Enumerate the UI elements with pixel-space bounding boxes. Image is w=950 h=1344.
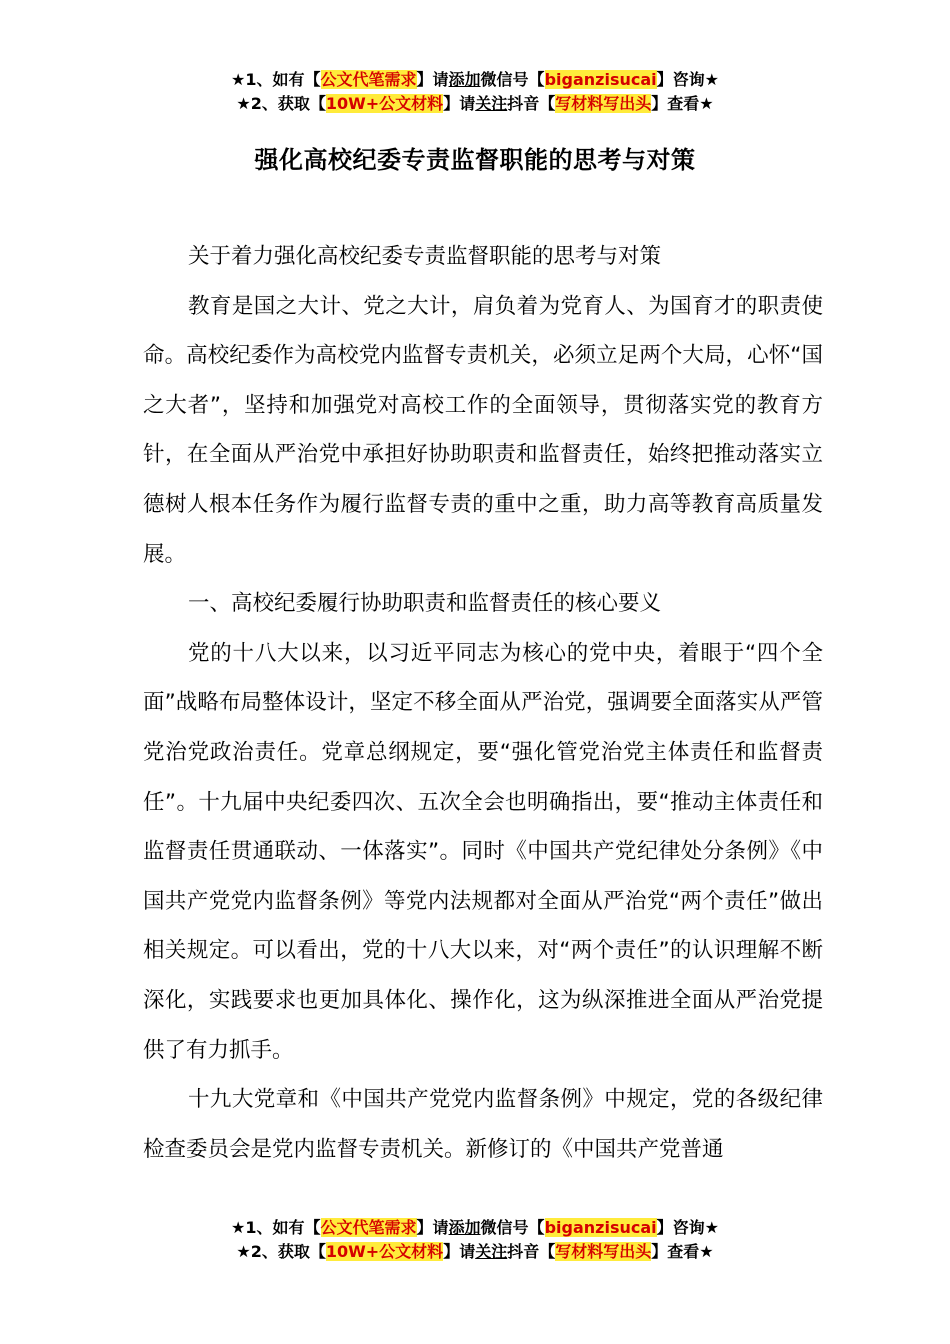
- banner-text: ★2、获取【: [236, 1242, 326, 1261]
- banner-line-1: [0, 1216, 950, 1240]
- banner-underline: 添加: [448, 70, 481, 89]
- document-title: 强化高校纪委专责监督职能的思考与对策: [254, 146, 696, 174]
- paragraph: 关于着力强化高校纪委专责监督职能的思考与对策: [188, 244, 662, 269]
- banner-text: 微信号【: [480, 70, 545, 89]
- banner-text: 微信号【: [480, 1218, 545, 1237]
- highlight-douyin-id: 写材料写出头: [555, 1242, 652, 1261]
- paragraph: 十九大党章和《中国共产党党内监督条例》中规定，党的各级纪律检查委员会是党内监督专责机关。新修订的《中国共产党普通: [143, 1087, 823, 1162]
- banner-text: 】请: [443, 94, 476, 113]
- document-body: [143, 232, 823, 1174]
- highlight-service: 公文代笔需求: [320, 70, 417, 89]
- banner-text: 抖音【: [507, 1242, 556, 1261]
- banner-underline: 关注: [475, 1242, 508, 1261]
- highlight-douyin-id: 写材料写出头: [555, 94, 652, 113]
- banner-line-2: [0, 1240, 950, 1264]
- highlight-materials: 10W+公文材料: [325, 1242, 444, 1261]
- highlight-materials: 10W+公文材料: [325, 94, 444, 113]
- banner-text: 】查看★: [651, 1242, 714, 1261]
- highlight-wechat-id: biganzisucai: [544, 70, 657, 89]
- header-banner: [0, 68, 950, 116]
- highlight-service: 公文代笔需求: [320, 1218, 417, 1237]
- banner-text: ★2、获取【: [236, 94, 326, 113]
- banner-text: 】请: [416, 70, 449, 89]
- banner-text: 】查看★: [651, 94, 714, 113]
- banner-text: 】咨询★: [656, 1218, 719, 1237]
- banner-text: 】请: [416, 1218, 449, 1237]
- section-heading: 一、高校纪委履行协助职责和监督责任的核心要义: [188, 591, 662, 617]
- highlight-wechat-id: biganzisucai: [544, 1218, 657, 1237]
- banner-text: 】请: [443, 1242, 476, 1261]
- banner-text: ★1、如有【: [231, 1218, 321, 1237]
- banner-text: ★1、如有【: [231, 70, 321, 89]
- footer-banner: [0, 1216, 950, 1264]
- paragraph: 教育是国之大计、党之大计，肩负着为党育人、为国育才的职责使命。高校纪委作为高校党内监督专责机关，必须立足两个大局，心怀“国之大者”，坚持和加强党对高校工作的全面领导，贯彻落实党的教育方针，在全面从严治党中承担好协助职责和监督责任，始终把推动落实立德树人根本任务作为履行监督专责的重中之重，助力高等教育高质量发展。: [143, 293, 823, 567]
- banner-text: 抖音【: [507, 94, 556, 113]
- banner-line-1: [0, 68, 950, 92]
- banner-underline: 添加: [448, 1218, 481, 1237]
- banner-underline: 关注: [475, 94, 508, 113]
- banner-text: 】咨询★: [656, 70, 719, 89]
- banner-line-2: [0, 92, 950, 116]
- paragraph: 党的十八大以来，以习近平同志为核心的党中央，着眼于“四个全面”战略布局整体设计，坚定不移全面从严治党，强调要全面落实从严管党治党政治责任。党章总纲规定，要“强化管党治党主体责任和监督责任”。十九届中央纪委四次、五次全会也明确指出，要“推动主体责任和监督责任贯通联动、一体落实”。同时《中国共产党纪律处分条例》《中国共产党党内监督条例》等党内法规都对全面从严治党“两个责任”做出相关规定。可以看出，党的十八大以来，对“两个责任”的认识理解不断深化，实践要求也更加具体化、操作化，这为纵深推进全面从严治党提供了有力抓手。: [143, 640, 823, 1063]
